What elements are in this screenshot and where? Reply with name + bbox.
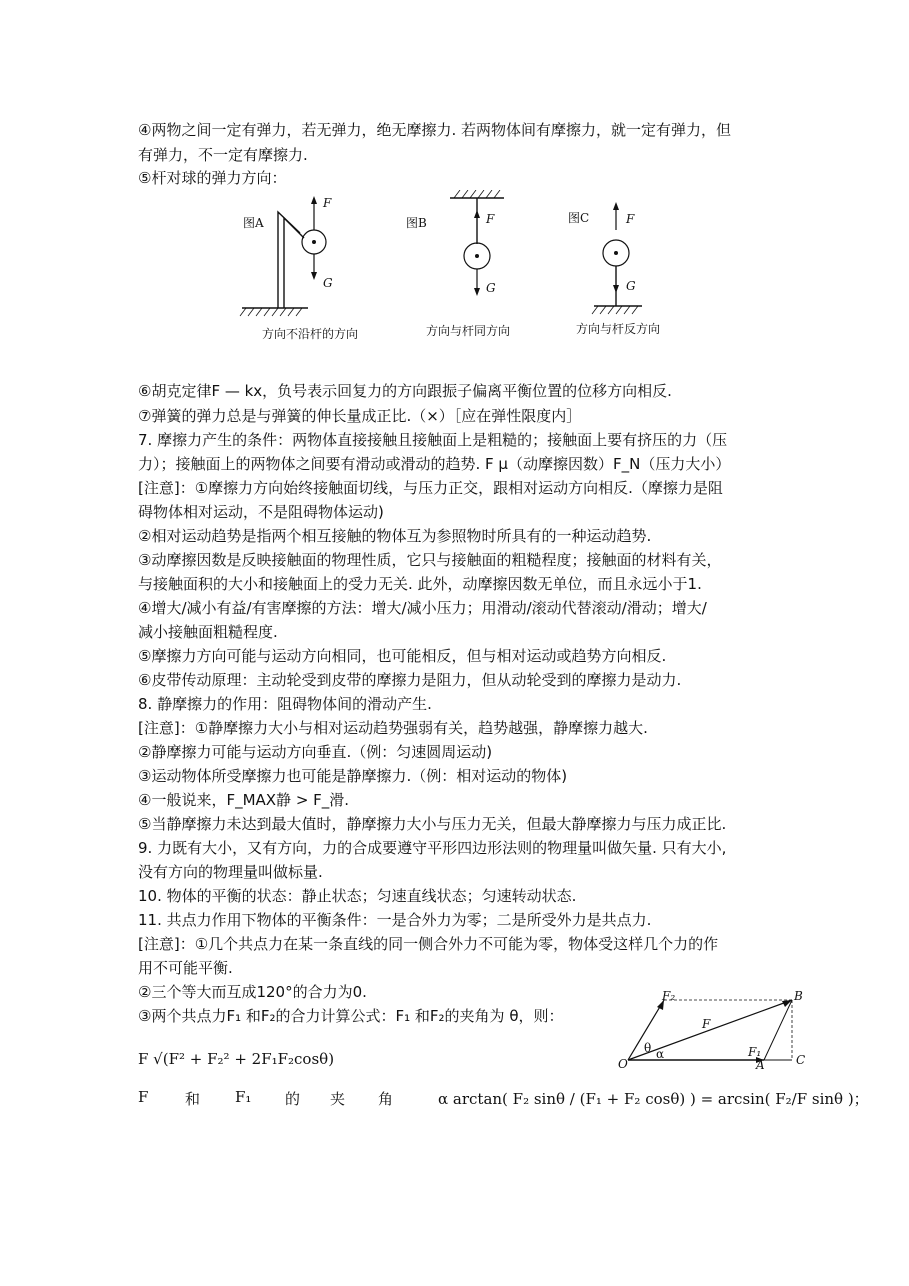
text-line: ②静摩擦力可能与运动方向垂直.（例：匀速圆周运动) xyxy=(138,743,493,761)
force-f-label: F xyxy=(323,196,332,210)
text-line: ⑤当静摩擦力未达到最大值时，静摩擦力大小与压力无关，但最大静摩擦力与压力成正比. xyxy=(138,815,727,833)
figure-b-caption: 方向与杆同方向 xyxy=(426,324,511,338)
text-line: ③动摩擦因数是反映接触面的物理性质，它只与接触面的粗糙程度；接触面的材料有关， xyxy=(138,551,722,569)
text-line: ③两个共点力F₁ 和F₂的合力计算公式：F₁ 和F₂的夹角为 θ，则： xyxy=(138,1007,564,1025)
text-line: 8. 静摩擦力的作用：阻碍物体间的滑动产生. xyxy=(138,695,432,713)
text-line: ④两物之间一定有弹力，若无弹力，绝无摩擦力. 若两物体间有摩擦力，就一定有弹力，但 xyxy=(138,121,731,139)
text-line: [注意]：①摩擦力方向始终接触面切线，与压力正交，跟相对运动方向相反.（摩擦力是阻 xyxy=(138,479,723,497)
vector-f-label: F xyxy=(702,1017,711,1031)
point-o-label: O xyxy=(618,1057,628,1070)
rod-ball-figures xyxy=(230,190,690,345)
text-line: ③运动物体所受摩擦力也可能是静摩擦力.（例：相对运动的物体) xyxy=(138,767,568,785)
vector-f2-label: F₂ xyxy=(662,990,676,1003)
figure-c-label: 图C xyxy=(568,211,590,225)
force-f-label: F xyxy=(486,212,495,226)
force-g-label: G xyxy=(323,276,333,290)
figure-a-label: 图A xyxy=(243,216,264,230)
point-b-label: B xyxy=(794,990,803,1003)
text-line: 与接触面积的大小和接触面上的受力无关. 此外，动摩擦因数无单位，而且永远小于1. xyxy=(138,575,702,593)
formula-word: 的 xyxy=(285,1090,301,1108)
figure-a-caption: 方向不沿杆的方向 xyxy=(262,327,359,341)
alpha-label: α xyxy=(656,1047,665,1061)
force-g-label: G xyxy=(486,281,496,295)
text-line: ②相对运动趋势是指两个相互接触的物体互为参照物时所具有的一种运动趋势. xyxy=(138,527,652,545)
vector-f1-label: F₁ xyxy=(748,1045,762,1059)
text-line: ⑤杆对球的弹力方向： xyxy=(138,169,287,187)
formula-word: 角 xyxy=(378,1090,394,1108)
figure-b-label: 图B xyxy=(406,216,427,230)
vector-diagram xyxy=(616,990,812,1070)
formula-word: F₁ xyxy=(235,1088,252,1106)
resultant-formula: F √(F² + F₂² + 2F₁F₂cosθ) xyxy=(138,1050,335,1068)
text-line: ④增大/减小有益/有害摩擦的方法：增大/减小压力；用滑动/滚动代替滚动/滑动；增大/ xyxy=(138,599,707,617)
text-line: 没有方向的物理量叫做标量. xyxy=(138,863,323,881)
text-line: 11. 共点力作用下物体的平衡条件：一是合外力为零；二是所受外力是共点力. xyxy=(138,911,652,929)
text-line: 9. 力既有大小，又有方向，力的合成要遵守平形四边形法则的物理量叫做矢量. 只有大小, xyxy=(138,839,727,857)
text-line: ⑤摩擦力方向可能与运动方向相同，也可能相反，但与相对运动或趋势方向相反. xyxy=(138,647,667,665)
formula-word: 夹 xyxy=(330,1090,346,1108)
text-line: 碍物体相对运动，不是阻碍物体运动) xyxy=(138,503,384,521)
text-line: [注意]：①静摩擦力大小与相对运动趋势强弱有关，趋势越强，静摩擦力越大. xyxy=(138,719,648,737)
text-line: ④一般说来，F_MAX静 > F_滑. xyxy=(138,791,350,809)
angle-formula: α arctan( F₂ sinθ / (F₁ + F₂ cosθ) ) = arcsin( F₂/F sinθ )； xyxy=(438,1090,869,1108)
point-c-label: C xyxy=(796,1053,806,1067)
text-line: 10. 物体的平衡的状态：静止状态；匀速直线状态；匀速转动状态. xyxy=(138,887,577,905)
force-g-label: G xyxy=(626,279,636,293)
point-a-label: A xyxy=(756,1058,765,1070)
text-line: ⑥皮带传动原理：主动轮受到皮带的摩擦力是阻力，但从动轮受到的摩擦力是动力. xyxy=(138,671,682,689)
text-line: 7. 摩擦力产生的条件：两物体直接接触且接触面上是粗糙的；接触面上要有挤压的力（压 xyxy=(138,431,728,449)
text-line: ⑦弹簧的弹力总是与弹簧的伸长量成正比.（×）［应在弹性限度内］ xyxy=(138,407,582,425)
theta-label: θ xyxy=(644,1041,652,1055)
text-line: 用不可能平衡. xyxy=(138,959,233,977)
formula-word: F xyxy=(138,1088,149,1106)
text-line: 力）；接触面上的两物体之间要有滑动或滑动的趋势. F μ（动摩擦因数）F_N（压力大小） xyxy=(138,455,731,473)
figure-c-caption: 方向与杆反方向 xyxy=(576,322,661,336)
text-line: [注意]：①几个共点力在某一条直线的同一侧合外力不可能为零，物体受这样几个力的作 xyxy=(138,935,719,953)
text-line: 减小接触面粗糙程度. xyxy=(138,623,278,641)
force-f-label: F xyxy=(626,212,635,226)
formula-word: 和 xyxy=(185,1090,201,1108)
text-line: 有弹力，不一定有摩擦力. xyxy=(138,146,308,164)
text-line: ②三个等大而互成120°的合力为0. xyxy=(138,983,367,1001)
text-line: ⑥胡克定律F — kx，负号表示回复力的方向跟振子偏离平衡位置的位移方向相反. xyxy=(138,382,672,400)
